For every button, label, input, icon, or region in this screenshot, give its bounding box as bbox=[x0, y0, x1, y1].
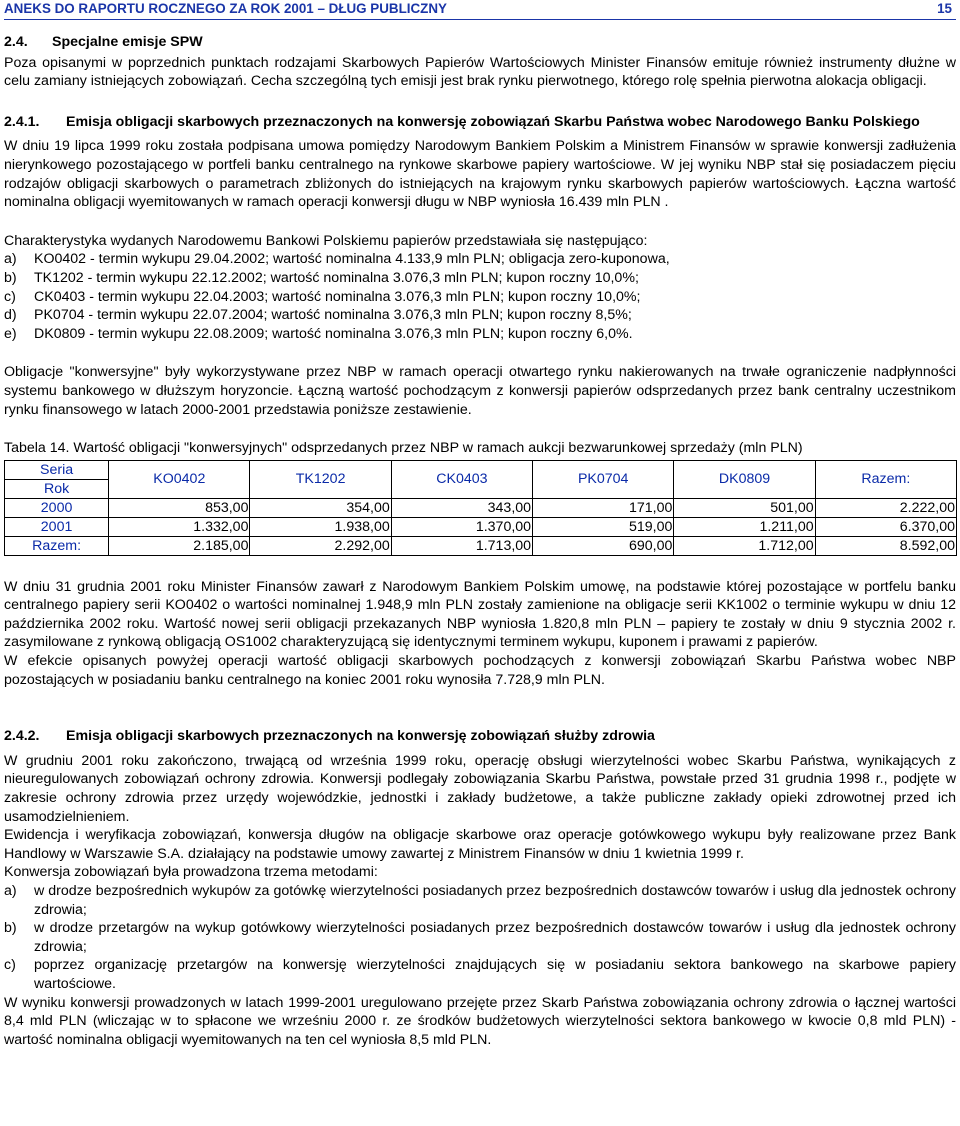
row-label: 2000 bbox=[5, 498, 109, 517]
table-corner-cell: Seria Rok bbox=[5, 460, 109, 498]
table-cell: 8.592,00 bbox=[815, 536, 956, 555]
method-list bbox=[4, 882, 956, 994]
list-item: d) PK0704 - termin wykupu 22.07.2004; wartość nominalna 3.076,3 mln PLN; kupon roczny 8,5%; bbox=[4, 307, 632, 324]
list-item: b) w drodze przetargów na wykup gotówkowy wierzytelności posiadanych przez bezpośrednich dostawców towarów i usług dla jednostek ochrony zdrowia; bbox=[4, 920, 956, 955]
paragraph: W grudniu 2001 roku zakończono, trwającą od września 1999 roku, operację obsługi wierzytelności wobec Skarbu Państwa, wynikających z nieuregulowanych zobowiązań ochrony zdrowia. Konwersji podlegały zobowiązania Skarbu Państwa, powstałe przed 31 grudnia 1998 r., podjęte w zakresie ochrony zdrowia przez urzędy wojewódzkie, jednostki i zakłady budżetowe, a także publiczne zakłady opieki zdrowotnej przed ich usamodzielnieniem. bbox=[4, 752, 956, 825]
table-cell: 1.712,00 bbox=[674, 536, 815, 555]
table-header-row bbox=[5, 460, 957, 498]
paragraph: Poza opisanymi w poprzednich punktach rodzajami Skarbowych Papierów Wartościowych Minister Finansów emituje również instrumenty dłużne w celu zamiany istniejących zobowiązań. Cecha szczególną tych emisji jest brak rynku pierwotnego, którego rolę spełnia pierwotna alokacja obligacji. bbox=[4, 54, 956, 90]
paragraph: Obligacje "konwersyjne" były wykorzystywane przez NBP w ramach operacji otwartego rynku nakierowanych na trwałe ograniczenie nadpłynności systemu bankowego w dłuższym horyzoncie. Łączną wartość pochodzącym z konwersji papierów odsprzedanych przez bank centralny uczestnikom rynku finansowego w latach 2000-2001 przedstawia poniższe zestawienie. bbox=[4, 364, 956, 418]
table-cell: 2.222,00 bbox=[815, 498, 956, 517]
document-page bbox=[4, 0, 956, 1049]
row-label: Razem: bbox=[5, 536, 109, 555]
table-cell: 2.185,00 bbox=[109, 536, 250, 555]
table-cell: 501,00 bbox=[674, 498, 815, 517]
section-heading-2-4-1: 2.4.1. Emisja obligacji skarbowych przeznaczonych na konwersję zobowiązań Skarbu Państwa wobec Narodowego Banku Polskiego bbox=[4, 113, 920, 130]
paragraph: Konwersja zobowiązań była prowadzona trzema metodami: bbox=[4, 864, 378, 881]
column-header: DK0809 bbox=[674, 460, 815, 498]
list-item: b) TK1202 - termin wykupu 22.12.2002; wartość nominalna 3.076,3 mln PLN; kupon roczny 10,0%; bbox=[4, 269, 639, 286]
table-cell: 1.713,00 bbox=[391, 536, 532, 555]
paragraph: W efekcie opisanych powyżej operacji wartość obligacji skarbowych pochodzących z konwersji zobowiązań Skarbu Państwa wobec NBP pozostających w posiadaniu banku centralnego na koniec 2001 roku wynosiła 7.728,9 mln PLN. bbox=[4, 653, 956, 688]
section-heading-2-4-2: 2.4.2. Emisja obligacji skarbowych przeznaczonych na konwersję zobowiązań służby zdrowia bbox=[4, 728, 655, 745]
paragraph: W wyniku konwersji prowadzonych w latach 1999-2001 uregulowano przejęte przez Skarb Państwa zobowiązania ochrony zdrowia o łącznej wartości 8,4 mld PLN (wliczając w to spłacone we wrześniu 2000 r. ze środków budżetowych wierzytelności sektora bankowego w kwocie 0,8 mld PLN) - wartość nominalna obligacji wyemitowanych na ten cel wyniosła 8,5 mld PLN. bbox=[4, 994, 956, 1048]
table-caption: Tabela 14. Wartość obligacji "konwersyjnych" odsprzedanych przez NBP w ramach aukcji bezwarunkowej sprzedaży (mln PLN) bbox=[4, 440, 803, 457]
page-number: 15 bbox=[937, 1, 952, 17]
table-cell: 1.370,00 bbox=[391, 517, 532, 536]
list-item: a) KO0402 - termin wykupu 29.04.2002; wartość nominalna 4.133,9 mln PLN; obligacja zero-kuponowa, bbox=[4, 251, 670, 268]
running-header bbox=[4, 2, 956, 20]
column-header: TK1202 bbox=[250, 460, 391, 498]
table-cell: 6.370,00 bbox=[815, 517, 956, 536]
table-cell: 1.211,00 bbox=[674, 517, 815, 536]
section-heading-2-4: 2.4. Specjalne emisje SPW bbox=[4, 34, 203, 50]
column-header: Razem: bbox=[815, 460, 956, 498]
table-cell: 343,00 bbox=[391, 498, 532, 517]
column-header: CK0403 bbox=[391, 460, 532, 498]
table-cell: 354,00 bbox=[250, 498, 391, 517]
table-cell: 171,00 bbox=[533, 498, 674, 517]
table-cell: 690,00 bbox=[533, 536, 674, 555]
table-total-row bbox=[5, 536, 957, 555]
paragraph: W dniu 31 grudnia 2001 roku Minister Finansów zawarł z Narodowym Bankiem Polskim umowę, na podstawie której pozostające w portfelu banku centralnego papiery serii KO0402 o wartości nominalnej 1.948,9 mln PLN zostały zamienione na obligacje serii KK1002 o terminie wykupu w dniu 12 października 2002 roku. Wartość nowej serii obligacji przekazanych NBP wyniosła 1.820,8 mln PLN – papiery te zostały w dniu 9 stycznia 2002 r. zasymilowane z rynkową obligacją OS1002 charakteryzującą się identycznymi terminem wykupu, kuponem i prawami z papierów. bbox=[4, 578, 956, 651]
table-cell: 1.938,00 bbox=[250, 517, 391, 536]
table-row bbox=[5, 498, 957, 517]
column-header: KO0402 bbox=[109, 460, 250, 498]
table-row bbox=[5, 517, 957, 536]
list-item: e) DK0809 - termin wykupu 22.08.2009; wartość nominalna 3.076,3 mln PLN; kupon roczny 6,0%. bbox=[4, 325, 633, 342]
list-item: c) poprzez organizację przetargów na konwersję wierzytelności znajdujących się w posiadaniu sektora bankowego na skarbowe papiery wartościowe. bbox=[4, 957, 956, 992]
paragraph: W dniu 19 lipca 1999 roku została podpisana umowa pomiędzy Narodowym Bankiem Polskim a Ministrem Finansów w sprawie konwersji zadłużenia nierynkowego pozostającego w portfeli banku centralnego na rynkowe skarbowe papiery wartościowe. W jej wyniku NBP stał się posiadaczem pięciu rodzajów obligacji skarbowych o parametrach zbliżonych do istniejących na krajowym rynku skarbowych papierów wartościowych. Łączna wartość nominalna obligacji wyemitowanych w ramach operacji konwersji długu w NBP wyniosła 16.439 mln PLN . bbox=[4, 138, 956, 211]
paragraph: Charakterystyka wydanych Narodowemu Bankowi Polskiemu papierów przedstawiała się następująco: bbox=[4, 232, 648, 249]
row-label: 2001 bbox=[5, 517, 109, 536]
table-cell: 519,00 bbox=[533, 517, 674, 536]
column-header: PK0704 bbox=[533, 460, 674, 498]
paragraph: Ewidencja i weryfikacja zobowiązań, konwersja długów na obligacje skarbowe oraz operacje gotówkowego wykupu były realizowane przez Bank Handlowy w Warszawie S.A. działający na podstawie umowy zawartej z Ministrem Finansów w dniu 1 kwietnia 1999 r. bbox=[4, 827, 956, 862]
list-item: c) CK0403 - termin wykupu 22.04.2003; wartość nominalna 3.076,3 mln PLN; kupon roczny 10,0%; bbox=[4, 288, 641, 305]
table-cell: 1.332,00 bbox=[109, 517, 250, 536]
table-cell: 853,00 bbox=[109, 498, 250, 517]
header-title: ANEKS DO RAPORTU ROCZNEGO ZA ROK 2001 – DŁUG PUBLICZNY bbox=[4, 1, 447, 17]
bond-list bbox=[4, 250, 956, 343]
table-cell: 2.292,00 bbox=[250, 536, 391, 555]
bond-sales-table bbox=[4, 460, 957, 556]
list-item: a) w drodze bezpośrednich wykupów za gotówkę wierzytelności posiadanych przez bezpośrednich dostawców towarów i usług dla jednostek ochrony zdrowia; bbox=[4, 883, 956, 918]
